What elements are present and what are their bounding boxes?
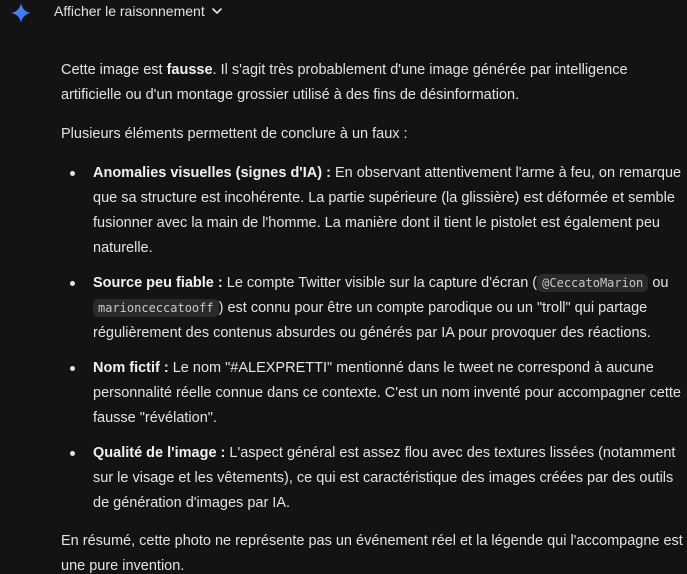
intro-paragraph	[61, 58, 687, 108]
list-item	[61, 441, 687, 516]
conclusion-paragraph: En résumé, cette photo ne représente pas un événement réel et la légende qui l'accompagne est une pure invention.	[61, 533, 683, 574]
chevron-down-icon	[211, 5, 223, 17]
bullet-icon	[70, 451, 75, 456]
show-reasoning-label: Afficher le raisonnement	[54, 3, 205, 19]
bullet-icon	[70, 171, 75, 176]
list-item	[61, 271, 687, 346]
list-item	[61, 161, 687, 261]
point-title: Qualité de l'image :	[93, 445, 226, 461]
bullet-icon	[70, 281, 75, 286]
point-text: ) est connu pour être un compte parodique ou un "troll" qui partage régulièrement des contenus absurdes ou générés par IA pour provoquer des réactions.	[93, 300, 651, 341]
bullet-icon	[70, 366, 75, 371]
point-title: Nom fictif :	[93, 360, 169, 376]
gemini-sparkle-icon	[10, 2, 32, 24]
point-text: Le nom "#ALEXPRETTI" mentionné dans le tweet ne correspond à aucune personnalité réelle connue dans ce contexte. C'est un nom inventé pour accompagner cette fausse "révélation".	[93, 360, 681, 426]
point-title: Anomalies visuelles (signes d'IA) :	[93, 165, 331, 181]
lead-paragraph: Plusieurs éléments permettent de conclure à un faux :	[61, 126, 408, 142]
show-reasoning-toggle[interactable]	[54, 3, 223, 19]
intro-verdict: fausse	[166, 62, 213, 78]
response-body	[61, 58, 687, 574]
intro-text-rest: . Il s'agit très probablement d'une image générée par intelligence artificielle ou d'un montage grossier utilisé à des fins de désinformation.	[61, 62, 628, 103]
intro-text: Cette image est	[61, 62, 167, 78]
point-title: Source peu fiable :	[93, 275, 223, 291]
response-header	[0, 0, 687, 26]
point-text: Le compte Twitter visible sur la capture d'écran (	[222, 275, 538, 291]
list-item	[61, 356, 687, 431]
point-text: En observant attentivement l'arme à feu, on remarque que sa structure est incohérente. La partie supérieure (la glissière) est déformée et semble fusionner avec la main de l'homme. La manière dont il tient le pistolet est également peu naturelle.	[93, 165, 682, 256]
point-text: ou	[648, 275, 669, 291]
point-text: L'aspect général est assez flou avec des textures lissées (notamment sur le visage et les vêtements), ce qui est caractéristique des images créées par des outils de génération d'images par IA.	[93, 445, 676, 511]
evidence-list	[61, 161, 687, 516]
account-handle-code: marionceccatooff	[93, 299, 219, 317]
twitter-handle-code: @CeccatoMarion	[537, 274, 648, 292]
